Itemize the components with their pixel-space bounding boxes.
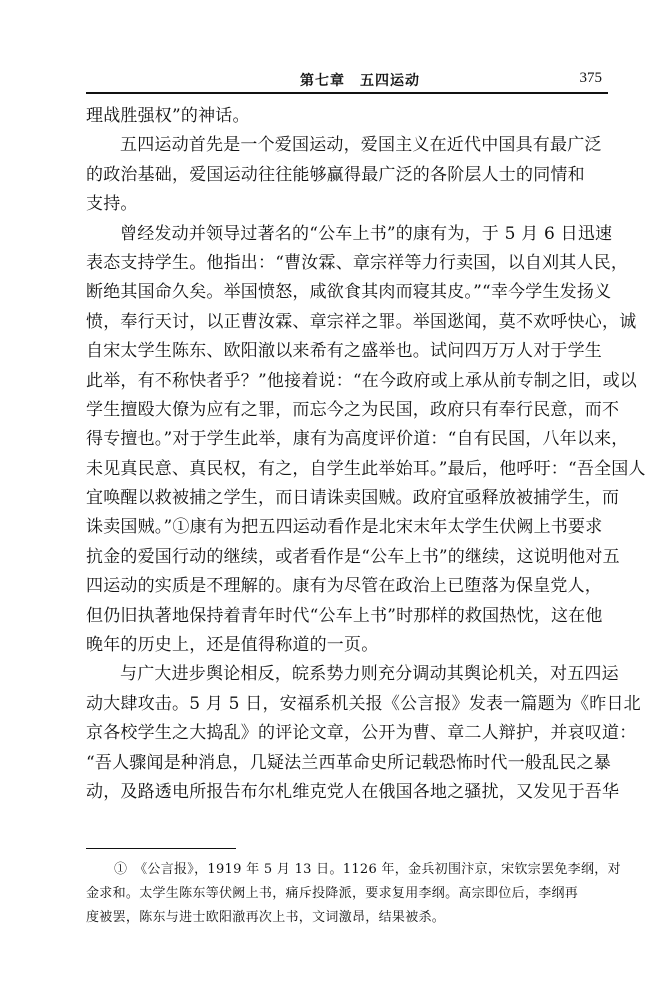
- text-line: 学生擅殴大僚为应有之罪，而忘今之为民国，政府只有奉行民意，而不: [86, 399, 620, 420]
- text-line: 自宋太学生陈东、欧阳澈以来希有之盛举也。试问四万万人对于学生: [86, 341, 602, 362]
- text-line: 得专擅也。”对于学生此举，康有为高度评价道：“自有民国，八年以来，: [86, 429, 629, 450]
- footnotes: [86, 858, 621, 930]
- text-line: 动大肆攻击。5 月 5 日，安福系机关报《公言报》发表一篇题为《昨日北: [86, 693, 641, 714]
- text-line: 愤，奉行天讨，以正曹汝霖、章宗祥之罪。举国逖闻，莫不欢呼快心，诚: [86, 311, 637, 332]
- footnote-rule: [86, 848, 236, 849]
- footnote-line: 度被罢，陈东与进士欧阳澈再次上书，文词激昂，结果被杀。: [86, 910, 446, 925]
- text-line: 断绝其国命久矣。举国愤怒，咸欲食其肉而寝其皮。”“幸今学生发扬义: [86, 282, 612, 303]
- running-header: [86, 68, 608, 92]
- body-text: [86, 102, 646, 807]
- chapter-title: 第七章 五四运动: [300, 73, 420, 89]
- text-line: 但仍旧执著地保持着青年时代“公车上书”时那样的救国热忱，这在他: [86, 605, 603, 626]
- text-line: 曾经发动并领导过著名的“公车上书”的康有为，于 5 月 6 日迅速: [120, 223, 613, 244]
- text-line: 晚年的历史上，还是值得称道的一页。: [86, 635, 379, 656]
- text-line: 诛卖国贼。”①康有为把五四运动看作是北宋末年太学生伏阙上书要求: [86, 517, 603, 538]
- footnote-line: 金求和。太学生陈东等伏阙上书，痛斥投降派，要求复用李纲。高宗即位后，李纲再: [86, 886, 579, 901]
- page-number: 375: [579, 70, 602, 86]
- text-line: 此举，有不称快者乎？”他接着说：“在今政府或上承从前专制之旧，或以: [86, 370, 637, 391]
- text-line: 与广大进步舆论相反，皖系势力则充分调动其舆论机关，对五四运: [120, 664, 619, 685]
- text-line: 动，及路透电所报告布尔札维克党人在俄国各地之骚扰，又发见于吾华: [86, 781, 620, 802]
- text-line: 支持。: [86, 194, 138, 215]
- text-line: 的政治基础，爱国运动往往能够赢得最广泛的各阶层人士的同情和: [86, 164, 585, 185]
- text-line: 京各校学生之大捣乱》的评论文章，公开为曹、章二人辩护，并哀叹道：: [86, 723, 637, 744]
- text-line: 四运动的实质是不理解的。康有为尽管在政治上已堕落为保皇党人，: [86, 576, 602, 597]
- text-line: 宜唤醒以救被捕之学生，而日请诛卖国贼。政府宜亟释放被捕学生，而: [86, 488, 620, 509]
- text-line: 理战胜强权”的神话。: [86, 106, 250, 126]
- text-line: 抗金的爱国行动的继续，或者看作是“公车上书”的继续，这说明他对五: [86, 546, 620, 567]
- text-line: “吾人骤闻是种消息，几疑法兰西革命史所记载恐怖时代一般乱民之暴: [86, 752, 611, 773]
- text-line: 表态支持学生。他指出：“曹汝霖、章宗祥等力行卖国，以自刈其人民，: [86, 252, 629, 273]
- footnote-line: ① 《公言报》，1919 年 5 月 13 日。1126 年，金兵初围汴京，宋钦宗罢免李纲，对: [114, 862, 621, 877]
- header-rule: [86, 92, 608, 94]
- text-line: 未见真民意、真民权，有之，自学生此举始耳。”最后，他呼吁：“吾全国人: [86, 458, 646, 479]
- text-line: 五四运动首先是一个爱国运动，爱国主义在近代中国具有最广泛: [120, 135, 602, 156]
